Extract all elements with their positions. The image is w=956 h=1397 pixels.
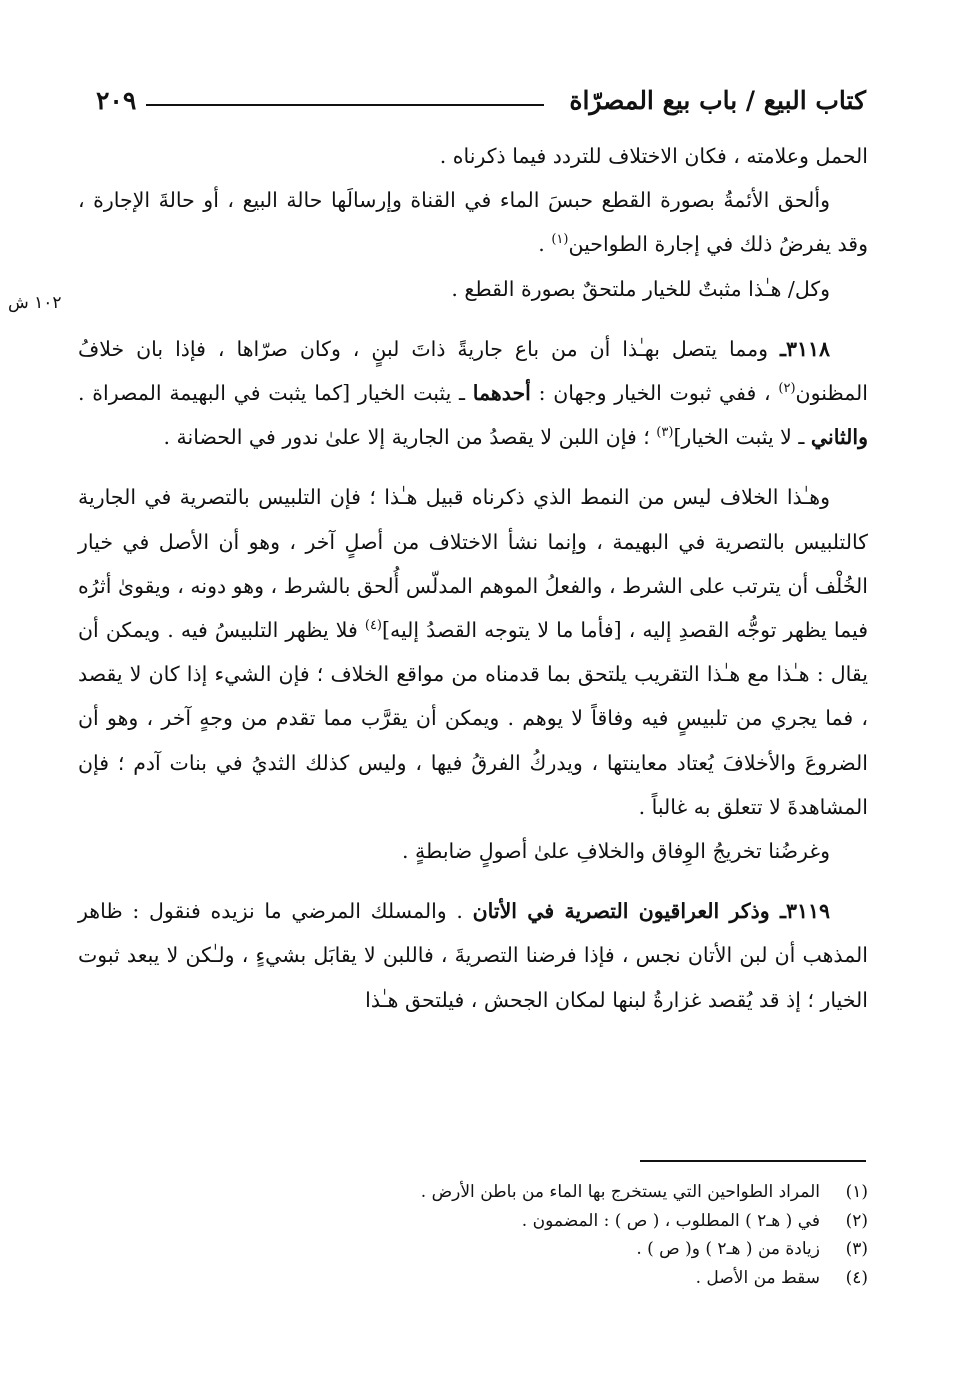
paragraph-3119: ٣١١٩ـ وذكر العراقيون التصرية في الأتان . والمسلك المرضي ما نزيده فنقول : ظاهر المذهب أن لبن الأتان نجس ، فإذا فرضنا التصريةَ ، فاللبن لا يقابَل بشيءٍ ، ولـٰكن لا يبعد ثبوت الخيار ؛ إذ قد يُقصد غزارةُ لبنها لمكان الجحش ، فيلتحق هـٰذا [78,899,868,1012]
footnote-ref-3[interactable]: (٣) [656,425,674,441]
footnote-item [300,1235,868,1264]
paragraph-3: وكل/ هـٰذا مثبتٌ للخيار ملتحقٌ بصورة القطع . [451,276,830,301]
header-rule [146,104,544,106]
footnote-ref-2[interactable]: (٢) [778,381,796,397]
paragraph-2: وألحق الأئمةُ بصورة القطع حبسَ الماء في القناة وإرسالَها حالة البيع ، أو حالةَ الإجارة ، وقد يفرضُ ذلك في إجارة الطواحين$^{(١)}$ . [78,188,868,257]
footnote-item [300,1207,868,1236]
main-text [78,134,868,1022]
footnote-ref-4[interactable]: (٤) [364,618,382,634]
second-view-label: والثاني [810,425,868,450]
footnote-text: سقط من الأصل . [695,1267,820,1288]
paragraph-5: وهـٰذا الخلاف ليس من النمط الذي ذكرناه قبيل هـٰذا ؛ فإن التلبيس بالتصرية في الجارية كالتلبيس بالتصرية في البهيمة ، وإنما نشأ الاختلاف من أصلٍ آخر ، وهو أن الأصل في خيار الخُلْف أن يترتب على الشرط ، والفعلُ الموهم المدلّس أُلحق بالشرط ، وهو دونه ، ويقوىٰ أثرُه فيما يظهر توجُّه القصدِ إليه ، [فأما ما لا يتوجه القصدُ إليه]$^{(٤)}$ فلا يظهر التلبيسُ فيه . ويمكن أن يقال : هـٰذا مع هـٰذا التقريب يلتحق بما قدمناه من مواقع الخلاف ؛ فإن الشيء إذا كان لا يقصد ، فما يجري من تلبيسٍ فيه وفاقاً لا يوهم . ويمكن أن يقرَّب مما تقدم من وجهٍ آخر ، وهو أن الضروعَ والأخلافَ يُعتاد معاينتها ، ويدركُ الفرقُ فيها ، وليس كذلك الثديُ في بنات آدم ؛ فإن المشاهدةَ لا تتعلق به غالباً . [78,485,868,819]
footnote-number: (٣) [845,1239,868,1259]
footnote-number: (٤) [845,1267,868,1288]
footnote-ref-1[interactable]: (١) [551,232,569,248]
footnote-text: المراد الطواحين التي يستخرج بها الماء من باطن الأرض . [420,1182,820,1202]
paragraph-1: الحمل وعلامته ، فكان الاختلاف للتردد فيما ذكرناه . [439,144,868,168]
footnote-number: (٢) [845,1210,868,1231]
footnote-number: (١) [845,1182,868,1202]
running-header [96,86,866,126]
section-lead-3119: وذكر العراقيون التصرية في الأتان [472,899,780,924]
footnote-separator [640,1160,866,1162]
paragraph-6: وغرضُنا تخريجُ الوِفاق والخلافِ علىٰ أصولٍ ضابطةٍ . [402,839,830,864]
paragraph-3118: ٣١١٨ـ ومما يتصل بهـٰذا أن من باع جاريةً ذاتَ لبنٍ ، وكان صرّاها ، فإذا بان خلافُ المظنون$^{(٢)}$ ، ففي ثبوت الخيار وجهان : أحدهما ـ يثبت الخيار [كما يثبت في البهيمة المصراة . والثاني ـ لا يثبت الخيار]$^{(٣)}$ ؛ فإن اللبن لا يقصدُ من الجارية إلا علىٰ ندور في الحضانة . [78,336,868,450]
footnote-text: زيادة من ( هـ٢ ) و( ص ) . [636,1239,820,1259]
first-view-label: أحدهما [472,381,531,406]
footnote-item [300,1178,868,1207]
footnote-item [300,1264,868,1293]
footnote-text: في ( هـ٢ ) المطلوب ، ( ص ) : المضمون . [521,1210,820,1231]
running-title: كتاب البيع / باب بيع المصرّاة [569,86,866,115]
page-number: ٢٠٩ [96,86,137,115]
section-number-3118: ٣١١٨ـ [779,336,830,361]
section-number-3119: ٣١١٩ـ [779,899,830,924]
margin-folio-note: ١٠٢ ش [8,293,62,313]
footnotes [300,1178,868,1292]
